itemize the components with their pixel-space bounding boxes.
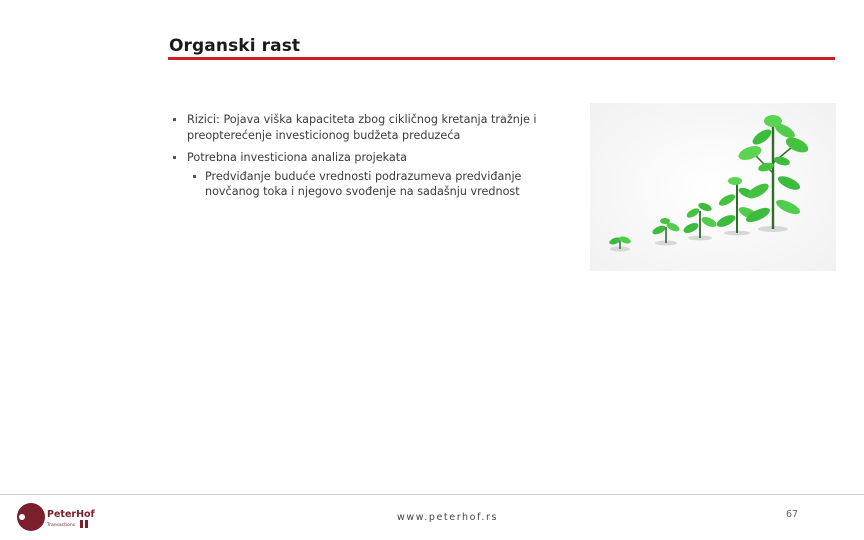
bullet-item-analysis	[171, 150, 551, 200]
slide-title: Organski rast	[169, 36, 301, 56]
footer-divider	[0, 494, 864, 495]
sub-bullet-text: Predviđanje buduće vrednosti podrazumeva predviđanje novčanog toka i njegovo svođenje na sadašnju vrednost	[205, 169, 522, 198]
footer-url: www.peterhof.rs	[397, 512, 499, 523]
growing-plants-illustration	[590, 103, 836, 271]
sub-bullet-item	[187, 169, 551, 200]
svg-text:Transactions: Transactions	[47, 523, 76, 528]
bullet-marker	[173, 156, 176, 159]
bullet-text: Rizici: Pojava viška kapaciteta zbog cikličnog kretanja tražnje i preopterećenje investicionog budžeta preduzeća	[187, 113, 537, 142]
bullet-text: Potrebna investiciona analiza projekata	[187, 151, 408, 164]
peterhof-logo	[12, 501, 102, 533]
page-number: 67	[786, 509, 799, 520]
bullet-item-risks	[171, 112, 551, 143]
bullet-list	[171, 112, 551, 207]
sub-bullet-marker	[193, 175, 196, 178]
bullet-marker	[173, 118, 176, 121]
svg-text:PeterHof: PeterHof	[47, 509, 95, 520]
title-underline	[168, 57, 835, 60]
